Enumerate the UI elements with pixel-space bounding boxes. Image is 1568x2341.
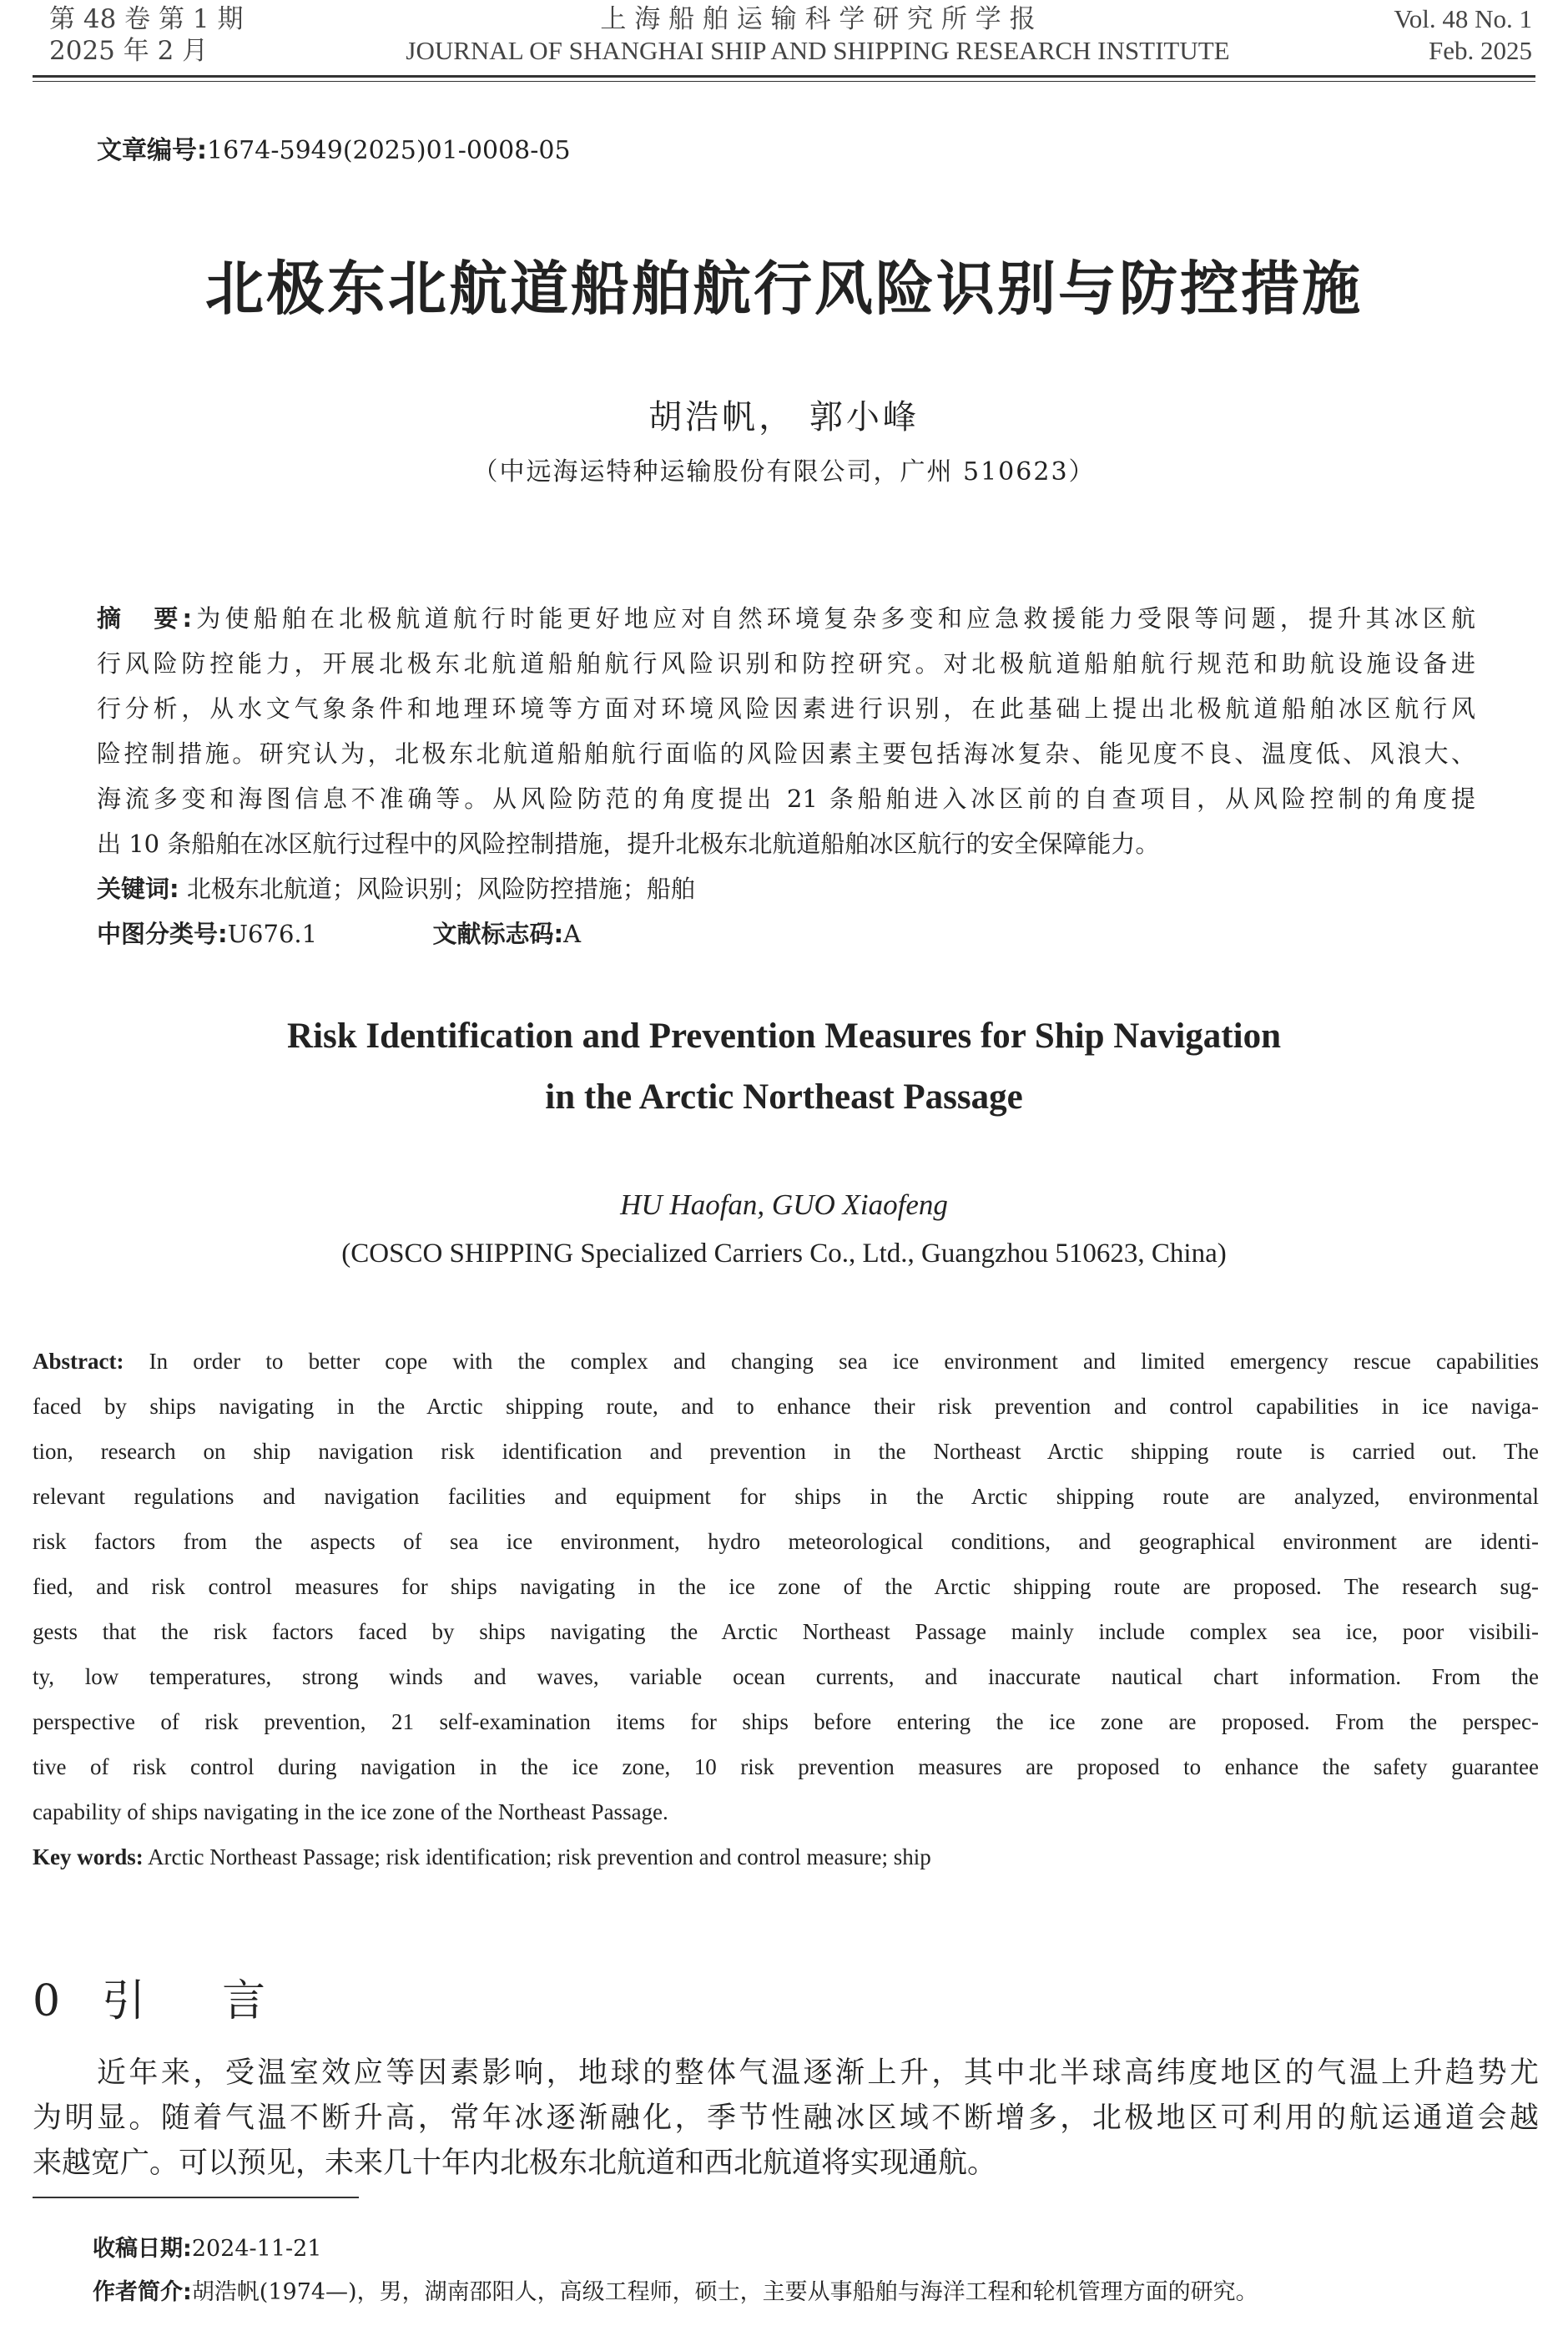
- abstract-en-line: perspective of risk prevention, 21 self-examination items for ships before entering the ice zone are proposed. From the perspec-: [33, 1709, 1539, 1734]
- abstract-en-line: tion, research on ship navigation risk identification and prevention in the Northeast Arctic shipping route is carried out. The: [33, 1439, 1539, 1464]
- clc-label: 中图分类号:: [97, 920, 228, 948]
- keywords-en-label: Key words:: [33, 1844, 144, 1869]
- title-en-line: Risk Identification and Prevention Measures for Ship Navigation: [287, 1017, 1281, 1056]
- keywords-cn-label: 关键词:: [97, 875, 179, 903]
- abstract-cn-line: 行风险防控能力，开展北极东北航道船舶航行风险识别和防控研究。对北极航道船舶航行规范和助航设施设备进: [97, 649, 1475, 678]
- abstract-cn-text: 为使船舶在北极航道航行时能更好地应对自然环境复杂多变和应急救援能力受限等问题，提升其冰区航: [192, 604, 1475, 633]
- volume-en: Vol. 48 No. 1: [1394, 4, 1532, 33]
- author-bio-label: 作者简介:: [93, 2279, 192, 2305]
- journal-name-cn: 上 海 船 舶 运 输 科 学 研 究 所 学 报: [600, 4, 1036, 34]
- author-bio-value: 胡浩帆(1974—)，男，湖南邵阳人，高级工程师，硕士，主要从事船舶与海洋工程和轮机管理方面的研究。: [191, 2279, 1258, 2305]
- issue-date: 2025 年 2 月: [49, 36, 209, 66]
- received-label: 收稿日期:: [93, 2236, 192, 2262]
- keywords-cn: [97, 866, 1475, 911]
- abstract-en-line: gests that the risk factors faced by ships navigating the Arctic Northeast Passage mainly include complex sea ice, poor visibili-: [33, 1619, 1539, 1644]
- header-left: [49, 3, 243, 67]
- abstract-en-line: tive of risk control during navigation in the ice zone, 10 risk prevention measures are proposed to enhance the safety guarantee: [33, 1754, 1539, 1779]
- keywords-cn-value: 北极东北航道；风险识别；风险防控措施；船舶: [179, 875, 695, 903]
- article-number-label: 文章编号:: [97, 136, 207, 165]
- keywords-en-value: Arctic Northeast Passage; risk identification; risk prevention and control measure; ship: [143, 1844, 931, 1869]
- clc-value: U676.1: [227, 920, 318, 948]
- abstract-cn-line: [97, 596, 1475, 641]
- abstract-cn-line: 出 10 条船舶在冰区航行过程中的风险控制措施，提升北极东北航道船舶冰区航行的安全保障能力。: [97, 830, 1160, 858]
- abstract-cn-line: 海流多变和海图信息不准确等。从风险防范的角度提出 21 条船舶进入冰区前的自查项目，从风险控制的角度提: [97, 785, 1475, 813]
- abstract-cn-label: 摘 要:: [97, 604, 193, 633]
- abstract-cn-line: 险控制措施。研究认为，北极东北航道船舶航行面临的风险因素主要包括海冰复杂、能见度不良、温度低、风浪大、: [97, 739, 1475, 768]
- header-right: [1394, 3, 1532, 67]
- footnote-received: [93, 2230, 321, 2263]
- abstract-en-line: relevant regulations and navigation facilities and equipment for ships in the Arctic shipping route are analyzed, environmental: [33, 1484, 1539, 1509]
- authors-cn: 胡浩帆， 郭小峰: [648, 398, 920, 436]
- title-cn: 北极东北航道船舶航行风险识别与防控措施: [205, 255, 1363, 323]
- abstract-en-line: [33, 1339, 1539, 1384]
- authors-en: HU Haofan, GUO Xiaofeng: [620, 1188, 948, 1221]
- abstract-en-line: ty, low temperatures, strong winds and waves, variable ocean currents, and inaccurate nautical chart information. From the: [33, 1664, 1539, 1689]
- keywords-en: [33, 1834, 1539, 1879]
- date-en: Feb. 2025: [1429, 36, 1532, 65]
- classification: [97, 911, 1475, 956]
- abstract-en-label: Abstract:: [33, 1349, 124, 1374]
- title-en-line: in the Arctic Northeast Passage: [545, 1077, 1023, 1117]
- abstract-en-line: capability of ships navigating in the ice zone of the Northeast Passage.: [33, 1799, 668, 1824]
- section-number: 0: [33, 1976, 61, 2026]
- abstract-en-text: In order to better cope with the complex and changing sea ice environment and limited emergency rescue capabilities: [124, 1349, 1539, 1374]
- affiliation-cn: （中远海运特种运输股份有限公司，广州 510623）: [472, 457, 1096, 487]
- header-center: [317, 3, 1318, 67]
- abstract-en-line: fied, and risk control measures for ships navigating in the ice zone of the Arctic shipping route are proposed. The research sug-: [33, 1574, 1539, 1599]
- body-line: 为明显。随着气温不断升高，常年冰逐渐融化，季节性融冰区域不断增多，北极地区可利用的航运通道会越: [33, 2101, 1539, 2135]
- article-number: [97, 129, 571, 166]
- section-heading: [33, 1965, 282, 2028]
- received-value: 2024-11-21: [191, 2236, 322, 2262]
- body-line: 来越宽广。可以预见，未来几十年内北极东北航道和西北航道将实现通航。: [33, 2147, 997, 2180]
- section-title: 引 言: [102, 1976, 283, 2026]
- volume-issue: 第 48 卷 第 1 期: [49, 4, 244, 34]
- abstract-cn-line: 行分析，从水文气象条件和地理环境等方面对环境风险因素进行识别，在此基础上提出北极航道船舶冰区航行风: [97, 694, 1475, 723]
- doc-code-label: 文献标志码:: [432, 920, 564, 948]
- doc-code-value: A: [563, 920, 582, 948]
- journal-name-en: JOURNAL OF SHANGHAI SHIP AND SHIPPING RESEARCH INSTITUTE: [406, 36, 1230, 65]
- title-en: [0, 1006, 1568, 1128]
- affiliation-en: (COSCO SHIPPING Specialized Carriers Co., Ltd., Guangzhou 510623, China): [341, 1239, 1227, 1269]
- footnote-author: [93, 2273, 1258, 2306]
- header-rule: [33, 75, 1535, 78]
- article-number-value: 1674-5949(2025)01-0008-05: [207, 136, 571, 165]
- header-rule-thin: [33, 81, 1535, 82]
- body-line: 近年来，受温室效应等因素影响，地球的整体气温逐渐上升，其中北半球高纬度地区的气温上升趋势尤: [33, 2056, 1539, 2090]
- abstract-en-line: faced by ships navigating in the Arctic shipping route, and to enhance their risk prevention and control capabilities in ice naviga-: [33, 1394, 1539, 1419]
- abstract-en-line: risk factors from the aspects of sea ice environment, hydro meteorological conditions, and geographical environment are identi-: [33, 1529, 1539, 1554]
- footnote-rule: [33, 2197, 359, 2198]
